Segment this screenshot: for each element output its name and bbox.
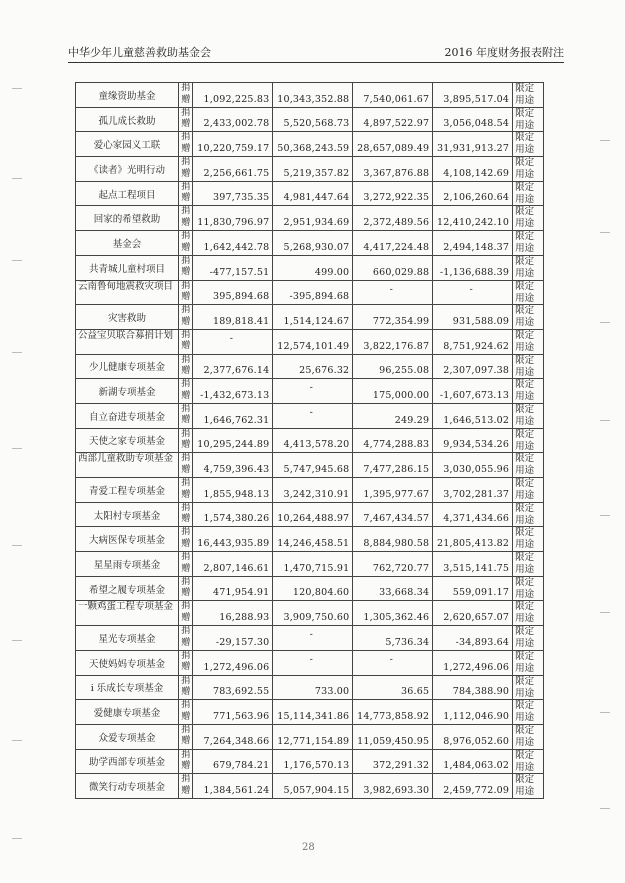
fund-name-cell: 天使之家专项基金 [75, 429, 178, 453]
restriction-cell: 限定用途 [512, 379, 544, 403]
scan-mark [600, 612, 610, 613]
table-row [75, 700, 544, 725]
amount-cell-c2: 12,574,101.49 [272, 330, 352, 354]
restriction-cell: 限定用途 [512, 626, 544, 650]
type-cell: 捐赠 [178, 503, 192, 527]
fund-name-cell: 西部儿童救助专项基金 [75, 453, 178, 477]
restriction-cell: 限定用途 [512, 206, 544, 230]
amount-cell-c1: 783,692.55 [192, 676, 272, 700]
amount-cell-c2: 10,264,488.97 [272, 503, 352, 527]
table-row [75, 453, 544, 478]
table-row [75, 132, 544, 157]
scan-mark [12, 740, 22, 741]
amount-cell-c4: 3,702,281.37 [432, 478, 512, 502]
table-row [75, 725, 544, 750]
amount-cell-c3: 249.29 [352, 404, 432, 428]
amount-cell-c2: 12,771,154.89 [272, 725, 352, 749]
type-cell: 捐赠 [178, 83, 192, 107]
scan-mark [600, 515, 610, 516]
restriction-cell: 限定用途 [512, 108, 544, 132]
scan-mark [600, 420, 610, 421]
amount-cell-c3: 96,255.08 [352, 355, 432, 379]
amount-cell-c3: 8,884,980.58 [352, 527, 432, 551]
fund-table [75, 82, 544, 799]
type-cell: 捐赠 [178, 774, 192, 798]
fund-name-cell: 起点工程项目 [75, 182, 178, 206]
type-cell: 捐赠 [178, 725, 192, 749]
amount-cell-c3: 2,372,489.56 [352, 206, 432, 230]
amount-cell-c3: 3,822,176.87 [352, 330, 432, 354]
restriction-cell: 限定用途 [512, 132, 544, 156]
amount-cell-c4: 8,976,052.60 [432, 725, 512, 749]
amount-cell-c1: - [192, 330, 272, 354]
table-row [75, 429, 544, 454]
amount-cell-c2: 14,246,458.51 [272, 527, 352, 551]
type-cell: 捐赠 [178, 601, 192, 625]
amount-cell-c2: 5,268,930.07 [272, 231, 352, 255]
amount-cell-c4: 931,588.09 [432, 305, 512, 329]
fund-name-cell: 新湖专项基金 [75, 379, 178, 403]
fund-name-cell: 公益宝贝联合募捐计划 [75, 330, 178, 354]
amount-cell-c4: 2,307,097.38 [432, 355, 512, 379]
table-row [75, 404, 544, 429]
page-header [68, 44, 564, 60]
amount-cell-c4: 2,620,657.07 [432, 601, 512, 625]
table-row [75, 552, 544, 577]
amount-cell-c2: 1,176,570.13 [272, 750, 352, 774]
table-row [75, 774, 544, 799]
fund-name-cell: 一颗鸡蛋工程专项基金 [75, 601, 178, 625]
fund-name-cell: 大病医保专项基金 [75, 527, 178, 551]
table-row [75, 108, 544, 133]
scan-mark [600, 808, 610, 809]
amount-cell-c4: 21,805,413.82 [432, 527, 512, 551]
amount-cell-c2: - [272, 626, 352, 650]
fund-name-cell: 众爱专项基金 [75, 725, 178, 749]
type-cell: 捐赠 [178, 676, 192, 700]
restriction-cell: 限定用途 [512, 577, 544, 601]
scan-mark [12, 838, 22, 839]
amount-cell-c4: 1,112,046.90 [432, 700, 512, 724]
restriction-cell: 限定用途 [512, 725, 544, 749]
type-cell: 捐赠 [178, 379, 192, 403]
amount-cell-c1: 7,264,348.66 [192, 725, 272, 749]
fund-name-cell: 青爱工程专项基金 [75, 478, 178, 502]
amount-cell-c1: -1,432,673.13 [192, 379, 272, 403]
fund-name-cell: 少儿健康专项基金 [75, 355, 178, 379]
amount-cell-c3: 11,059,450.95 [352, 725, 432, 749]
type-cell: 捐赠 [178, 404, 192, 428]
amount-cell-c3: 3,367,876.88 [352, 157, 432, 181]
type-cell: 捐赠 [178, 182, 192, 206]
fund-name-cell: 《读者》光明行动 [75, 157, 178, 181]
scan-mark [12, 448, 22, 449]
amount-cell-c3: 175,000.00 [352, 379, 432, 403]
amount-cell-c3: 7,477,286.15 [352, 453, 432, 477]
amount-cell-c3: 4,774,288.83 [352, 429, 432, 453]
amount-cell-c1: 2,377,676.14 [192, 355, 272, 379]
amount-cell-c3: 772,354.99 [352, 305, 432, 329]
page-number: 28 [302, 842, 315, 853]
restriction-cell: 限定用途 [512, 601, 544, 625]
restriction-cell: 限定用途 [512, 700, 544, 724]
amount-cell-c3: 1,395,977.67 [352, 478, 432, 502]
amount-cell-c4: 1,646,513.02 [432, 404, 512, 428]
restriction-cell: 限定用途 [512, 453, 544, 477]
fund-name-cell: 太阳村专项基金 [75, 503, 178, 527]
amount-cell-c1: 1,855,948.13 [192, 478, 272, 502]
amount-cell-c1: 679,784.21 [192, 750, 272, 774]
table-row [75, 281, 544, 306]
restriction-cell: 限定用途 [512, 404, 544, 428]
type-cell: 捐赠 [178, 157, 192, 181]
amount-cell-c3: 28,657,089.49 [352, 132, 432, 156]
amount-cell-c2: 3,909,750.60 [272, 601, 352, 625]
type-cell: 捐赠 [178, 206, 192, 230]
amount-cell-c3: 3,982,693.30 [352, 774, 432, 798]
scan-mark [12, 640, 22, 641]
amount-cell-c4: 2,459,772.09 [432, 774, 512, 798]
amount-cell-c2: 499.00 [272, 256, 352, 280]
restriction-cell: 限定用途 [512, 305, 544, 329]
amount-cell-c1: 1,642,442.78 [192, 231, 272, 255]
table-row [75, 157, 544, 182]
type-cell: 捐赠 [178, 478, 192, 502]
fund-name-cell: 助学西部专项基金 [75, 750, 178, 774]
table-row [75, 83, 544, 108]
scan-mark [12, 545, 22, 546]
amount-cell-c3: 660,029.88 [352, 256, 432, 280]
table-row [75, 182, 544, 207]
organization-name: 中华少年儿童慈善救助基金会 [68, 46, 211, 59]
amount-cell-c2: 10,343,352.88 [272, 83, 352, 107]
amount-cell-c2: 1,470,715.91 [272, 552, 352, 576]
type-cell: 捐赠 [178, 453, 192, 477]
amount-cell-c2: 4,981,447.64 [272, 182, 352, 206]
amount-cell-c2: 3,242,310.91 [272, 478, 352, 502]
restriction-cell: 限定用途 [512, 330, 544, 354]
amount-cell-c4: 3,030,055.96 [432, 453, 512, 477]
fund-name-cell: 云南鲁甸地震救灾项目 [75, 281, 178, 305]
restriction-cell: 限定用途 [512, 503, 544, 527]
amount-cell-c4: 3,056,048.54 [432, 108, 512, 132]
amount-cell-c2: 25,676.32 [272, 355, 352, 379]
amount-cell-c1: 16,288.93 [192, 601, 272, 625]
amount-cell-c1: 771,563.96 [192, 700, 272, 724]
restriction-cell: 限定用途 [512, 83, 544, 107]
fund-name-cell: 爱心家园义工联 [75, 132, 178, 156]
amount-cell-c1: 395,894.68 [192, 281, 272, 305]
type-cell: 捐赠 [178, 108, 192, 132]
restriction-cell: 限定用途 [512, 527, 544, 551]
fund-name-cell: i 乐成长专项基金 [75, 676, 178, 700]
amount-cell-c4: 1,272,496.06 [432, 651, 512, 675]
amount-cell-c4: 8,751,924.62 [432, 330, 512, 354]
restriction-cell: 限定用途 [512, 552, 544, 576]
type-cell: 捐赠 [178, 281, 192, 305]
amount-cell-c1: 11,830,796.97 [192, 206, 272, 230]
amount-cell-c3: 36.65 [352, 676, 432, 700]
restriction-cell: 限定用途 [512, 676, 544, 700]
amount-cell-c4: 9,934,534.26 [432, 429, 512, 453]
restriction-cell: 限定用途 [512, 429, 544, 453]
scan-mark [12, 352, 22, 353]
type-cell: 捐赠 [178, 700, 192, 724]
amount-cell-c2: 5,747,945.68 [272, 453, 352, 477]
amount-cell-c1: 4,759,396.43 [192, 453, 272, 477]
amount-cell-c4: 3,895,517.04 [432, 83, 512, 107]
restriction-cell: 限定用途 [512, 355, 544, 379]
type-cell: 捐赠 [178, 552, 192, 576]
type-cell: 捐赠 [178, 626, 192, 650]
amount-cell-c2: 733.00 [272, 676, 352, 700]
amount-cell-c1: 2,256,661.75 [192, 157, 272, 181]
amount-cell-c4: 4,108,142.69 [432, 157, 512, 181]
type-cell: 捐赠 [178, 429, 192, 453]
fund-name-cell: 爱健康专项基金 [75, 700, 178, 724]
amount-cell-c1: 16,443,935.89 [192, 527, 272, 551]
type-cell: 捐赠 [178, 527, 192, 551]
table-row [75, 601, 544, 626]
scan-mark [600, 322, 610, 323]
amount-cell-c3: 5,736.34 [352, 626, 432, 650]
table-row [75, 478, 544, 503]
type-cell: 捐赠 [178, 256, 192, 280]
table-row [75, 527, 544, 552]
amount-cell-c1: 1,574,380.26 [192, 503, 272, 527]
restriction-cell: 限定用途 [512, 281, 544, 305]
fund-name-cell: 星星雨专项基金 [75, 552, 178, 576]
fund-name-cell: 童缘资助基金 [75, 83, 178, 107]
amount-cell-c2: 5,520,568.73 [272, 108, 352, 132]
table-row [75, 577, 544, 602]
amount-cell-c1: 2,433,002.78 [192, 108, 272, 132]
amount-cell-c2: 50,368,243.59 [272, 132, 352, 156]
scan-mark [12, 260, 22, 261]
table-row [75, 503, 544, 528]
fund-name-cell: 微笑行动专项基金 [75, 774, 178, 798]
amount-cell-c4: 3,515,141.75 [432, 552, 512, 576]
type-cell: 捐赠 [178, 651, 192, 675]
amount-cell-c1: 2,807,146.61 [192, 552, 272, 576]
amount-cell-c1: 397,735.35 [192, 182, 272, 206]
type-cell: 捐赠 [178, 231, 192, 255]
restriction-cell: 限定用途 [512, 231, 544, 255]
amount-cell-c4: 12,410,242.10 [432, 206, 512, 230]
amount-cell-c3: 4,417,224.48 [352, 231, 432, 255]
type-cell: 捐赠 [178, 577, 192, 601]
fund-name-cell: 基金会 [75, 231, 178, 255]
fund-name-cell: 自立奋进专项基金 [75, 404, 178, 428]
amount-cell-c4: 4,371,434.66 [432, 503, 512, 527]
fund-name-cell: 希望之履专项基金 [75, 577, 178, 601]
amount-cell-c3: 3,272,922.35 [352, 182, 432, 206]
amount-cell-c1: 189,818.41 [192, 305, 272, 329]
amount-cell-c3: 7,467,434.57 [352, 503, 432, 527]
amount-cell-c3: 7,540,061.67 [352, 83, 432, 107]
amount-cell-c1: 10,220,759.17 [192, 132, 272, 156]
fund-name-cell: 共青城儿童村项目 [75, 256, 178, 280]
type-cell: 捐赠 [178, 132, 192, 156]
fund-name-cell: 星光专项基金 [75, 626, 178, 650]
amount-cell-c2: -395,894.68 [272, 281, 352, 305]
type-cell: 捐赠 [178, 305, 192, 329]
amount-cell-c2: 1,514,124.67 [272, 305, 352, 329]
report-title: 2016 年度财务报表附注 [444, 46, 564, 59]
table-row [75, 256, 544, 281]
amount-cell-c4: - [432, 281, 512, 305]
amount-cell-c2: - [272, 379, 352, 403]
amount-cell-c3: 1,305,362.46 [352, 601, 432, 625]
amount-cell-c4: 2,494,148.37 [432, 231, 512, 255]
amount-cell-c3: - [352, 281, 432, 305]
amount-cell-c2: 120,804.60 [272, 577, 352, 601]
amount-cell-c2: 2,951,934.69 [272, 206, 352, 230]
amount-cell-c1: -477,157.51 [192, 256, 272, 280]
amount-cell-c3: - [352, 651, 432, 675]
restriction-cell: 限定用途 [512, 750, 544, 774]
type-cell: 捐赠 [178, 750, 192, 774]
amount-cell-c1: 10,295,244.89 [192, 429, 272, 453]
header-rule [68, 62, 564, 63]
amount-cell-c4: 31,931,913.27 [432, 132, 512, 156]
amount-cell-c1: 1,092,225.83 [192, 83, 272, 107]
restriction-cell: 限定用途 [512, 478, 544, 502]
amount-cell-c4: -1,136,688.39 [432, 256, 512, 280]
amount-cell-c2: - [272, 404, 352, 428]
fund-name-cell: 灾害救助 [75, 305, 178, 329]
amount-cell-c2: 15,114,341.86 [272, 700, 352, 724]
amount-cell-c3: 4,897,522.97 [352, 108, 432, 132]
table-row [75, 305, 544, 330]
table-row [75, 626, 544, 651]
scan-mark [12, 88, 22, 89]
restriction-cell: 限定用途 [512, 256, 544, 280]
table-row [75, 355, 544, 380]
restriction-cell: 限定用途 [512, 651, 544, 675]
table-row [75, 750, 544, 775]
scan-mark [600, 712, 610, 713]
fund-name-cell: 回家的希望救助 [75, 206, 178, 230]
restriction-cell: 限定用途 [512, 774, 544, 798]
amount-cell-c4: 2,106,260.64 [432, 182, 512, 206]
table-row [75, 651, 544, 676]
amount-cell-c1: 1,384,561.24 [192, 774, 272, 798]
amount-cell-c4: 559,091.17 [432, 577, 512, 601]
table-row [75, 206, 544, 231]
amount-cell-c1: 1,646,762.31 [192, 404, 272, 428]
amount-cell-c3: 762,720.77 [352, 552, 432, 576]
type-cell: 捐赠 [178, 355, 192, 379]
amount-cell-c3: 33,668.34 [352, 577, 432, 601]
amount-cell-c4: 1,484,063.02 [432, 750, 512, 774]
amount-cell-c1: -29,157.30 [192, 626, 272, 650]
table-row [75, 231, 544, 256]
amount-cell-c4: -34,893.64 [432, 626, 512, 650]
fund-name-cell: 天使妈妈专项基金 [75, 651, 178, 675]
amount-cell-c3: 372,291.32 [352, 750, 432, 774]
type-cell: 捐赠 [178, 330, 192, 354]
scan-mark [12, 178, 22, 179]
table-row [75, 676, 544, 701]
amount-cell-c4: 784,388.90 [432, 676, 512, 700]
table-row [75, 330, 544, 355]
amount-cell-c2: - [272, 651, 352, 675]
amount-cell-c2: 5,219,357.82 [272, 157, 352, 181]
table-row [75, 379, 544, 404]
amount-cell-c2: 4,413,578.20 [272, 429, 352, 453]
scan-mark [600, 232, 610, 233]
amount-cell-c3: 14,773,858.92 [352, 700, 432, 724]
fund-name-cell: 孤儿成长救助 [75, 108, 178, 132]
restriction-cell: 限定用途 [512, 157, 544, 181]
amount-cell-c1: 1,272,496.06 [192, 651, 272, 675]
amount-cell-c4: -1,607,673.13 [432, 379, 512, 403]
restriction-cell: 限定用途 [512, 182, 544, 206]
amount-cell-c1: 471,954.91 [192, 577, 272, 601]
amount-cell-c2: 5,057,904.15 [272, 774, 352, 798]
scan-mark [600, 140, 610, 141]
